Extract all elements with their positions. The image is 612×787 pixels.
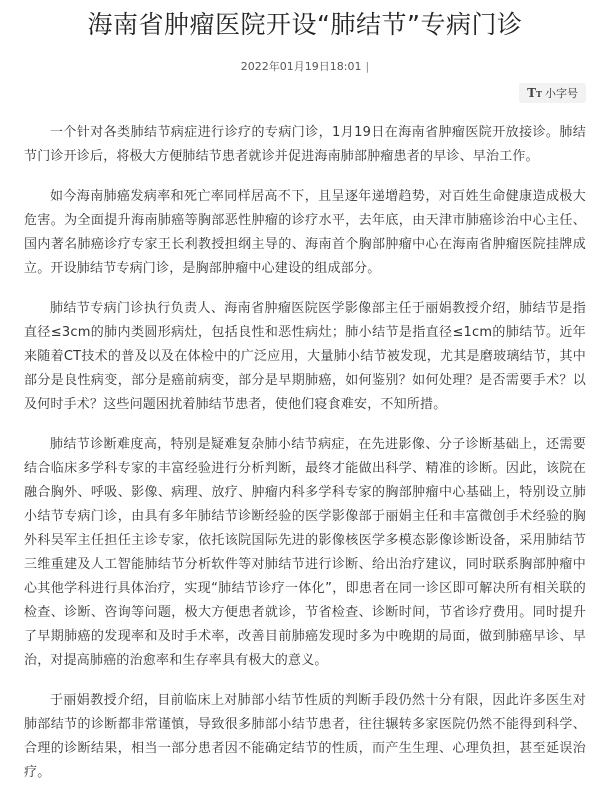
meta-separator: | bbox=[365, 60, 370, 73]
font-size-toggle-button[interactable] bbox=[519, 83, 586, 103]
article-paragraph: 一个针对各类肺结节病症进行诊疗的专病门诊，1月19日在海南省肿瘤医院开放接诊。肺结节门诊开诊后，将极大方便肺结节患者就诊并促进海南肺部肿瘤患者的早诊、早治工作。 bbox=[24, 125, 586, 164]
article-paragraph: 于丽娟教授介绍，目前临床上对肺部小结节性质的判断手段仍然十分有限，因此许多医生对肺部结节的诊断都非常谨慎，导致很多肺部小结节患者，往往辗转多家医院仍然不能得到科学、合理的诊断结果，相当一部分患者因不能确定结节的性质，而产生生理、心理负担，甚至延误治疗。 bbox=[24, 693, 586, 780]
article-body bbox=[24, 121, 586, 785]
article-title: 海南省肿瘤医院开设“肺结节”专病门诊 bbox=[87, 10, 523, 39]
article-toolbar bbox=[24, 83, 586, 105]
article-meta bbox=[24, 59, 586, 75]
publish-date: 2022年01月19日18:01 bbox=[240, 60, 362, 73]
article-paragraph: 肺结节诊断难度高，特别是疑难复杂肺小结节病症，在先进影像、分子诊断基础上，还需要结合临床多学科专家的丰富经验进行分析判断，最终才能做出科学、精准的诊断。因此，该院在融合胸外、呼吸、影像、病理、放疗、肿瘤内科多学科专家的胸部肿瘤中心基础上，特别设立肺小结节专病门诊，由具有多年肺结节诊断经验的医学影像部于丽娟主任和丰富微创手术经验的胸外科吴军主任担任主诊专家，依托该院国际先进的影像核医学多模态影像诊断设备，采用肺结节三维重建及人工智能肺结节分析软件等对肺结节进行诊断、给出治疗建议，同时联系胸部肿瘤中心其他学科进行具体治疗，实现“肺结节诊疗一体化”，即患者在同一诊区即可解决所有相关联的检查、诊断、咨询等问题，极大方便患者就诊，节省检查、诊断时间，节省诊疗费用。同时提升了早期肺癌的发现率和及时手术率，改善目前肺癌发现时多为中晚期的局面，做到肺癌早诊、早治，对提高肺癌的治愈率和生存率具有极大的意义。 bbox=[24, 437, 586, 668]
article-paragraph: 肺结节专病门诊执行负责人、海南省肿瘤医院医学影像部主任于丽娟教授介绍，肺结节是指直径≤3cm的肺内类圆形病灶，包括良性和恶性病灶；肺小结节是指直径≤1cm的肺结节。近年来随着CT技术的普及以及在体检中的广泛应用，大量肺小结节被发现，尤其是磨玻璃结节，其中部分是良性病变，部分是癌前病变，部分是早期肺癌，如何鉴别？如何处理？是否需要手术？以及何时手术？这些问题困扰着肺结节患者，使他们寝食难安，不知所措。 bbox=[24, 301, 586, 412]
article-paragraph: 如今海南肺癌发病率和死亡率同样居高不下，且呈逐年递增趋势，对百姓生命健康造成极大危害。为全面提升海南肺癌等胸部恶性肿瘤的诊疗水平，去年底，由天津市肺癌诊治中心主任、国内著名肺癌诊疗专家王长利教授担纲主导的、海南首个胸部肿瘤中心在海南省肿瘤医院挂牌成立。开设肺结节专病门诊，是胸部肿瘤中心建设的组成部分。 bbox=[24, 189, 586, 276]
font-size-toggle-label: 小字号 bbox=[545, 87, 578, 100]
font-size-icon: TT bbox=[527, 86, 542, 100]
